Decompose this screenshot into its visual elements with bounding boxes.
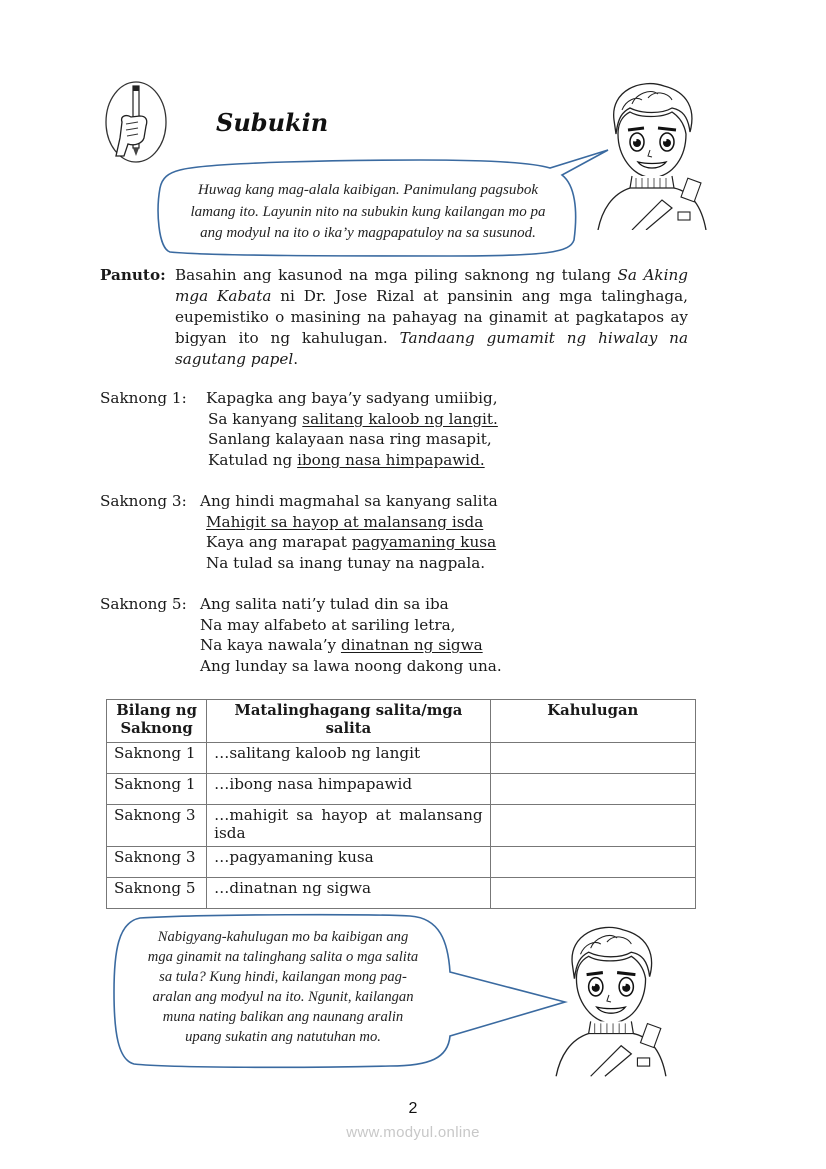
- cell-meaning-answer[interactable]: [490, 878, 695, 909]
- table-row: [107, 805, 696, 847]
- stanza-line: [206, 409, 498, 430]
- speech-bubble-top-text: [178, 180, 558, 245]
- line-text: Ang salita nati’y tulad din sa iba: [200, 595, 449, 613]
- section-title: Subukin: [216, 108, 329, 137]
- stanza-line: [200, 615, 502, 636]
- cell-stanza: Saknong 3: [107, 847, 207, 878]
- figurative-phrase: Mahigit sa hayop at malansang isda: [206, 512, 484, 531]
- bubble-line: aralan ang modyul na ito. Ngunit, kailangan: [152, 989, 414, 1005]
- stanza-line: [200, 635, 502, 656]
- stanza-line: [200, 656, 502, 677]
- cell-phrase: …ibong nasa himpapawid: [207, 774, 490, 805]
- bubble-line: Huwag kang mag-alala kaibigan. Panimulang pagsubok: [198, 182, 538, 198]
- bubble-line: Nabigyang-kahulugan mo ba kaibigan ang: [157, 929, 409, 945]
- line-text: Kaya ang marapat: [206, 533, 352, 551]
- stanza-line: [206, 388, 498, 409]
- line-text: Na tulad sa inang tunay na nagpala.: [206, 553, 486, 572]
- line-text: Na may alfabeto at sariling letra,: [200, 615, 456, 634]
- cell-stanza: Saknong 5: [107, 878, 207, 909]
- line-text: Sanlang kalayaan nasa ring masapit,: [208, 430, 492, 448]
- boy-character-illustration-icon: [592, 80, 712, 230]
- page-number: 2: [408, 1100, 418, 1117]
- cell-phrase: …pagyamaning kusa: [207, 847, 490, 878]
- instructions-text-part: Basahin ang kasunod na mga piling saknong ng tulang: [175, 266, 618, 284]
- bubble-line: muna nating balikan ang naunang aralin: [162, 1009, 404, 1025]
- stanza-line: [200, 491, 498, 512]
- line-text: Ang lunday sa lawa noong dakong una.: [200, 656, 502, 675]
- figurative-phrase: pagyamaning kusa: [351, 533, 497, 551]
- table-row: [107, 847, 696, 878]
- cell-stanza: Saknong 1: [107, 743, 207, 774]
- stanza-lines: [200, 594, 502, 676]
- table-row: [107, 743, 696, 774]
- instructions-text-part: ni Dr. Jose Rizal at pansinin ang mga talinghaga, eupemistiko o masining na pahayag na ginamit at pagkatapos ay bigyan ito ng kahulugan.: [175, 287, 688, 347]
- table-row: [107, 774, 696, 805]
- bubble-line: lamang ito. Layunin nito na subukin kung kailangan mo pa: [190, 203, 546, 220]
- stanza-lines: [206, 388, 498, 470]
- instructions-text: [175, 265, 688, 370]
- bubble-line: ang modyul na ito o ika’y magpapatuloy na sa susunod.: [200, 225, 536, 241]
- bubble-line: mga ginamit na talinghang salita o mga salita: [147, 949, 419, 965]
- stanza-line: [200, 532, 498, 553]
- instructions-text-part: .: [293, 350, 299, 368]
- cell-phrase: …salitang kaloob ng langit: [207, 743, 490, 774]
- cell-meaning-answer[interactable]: [490, 774, 695, 805]
- stanza-line: [200, 594, 502, 615]
- stanza-line: [200, 512, 498, 533]
- line-text: Kapagka ang baya’y sadyang umiibig,: [206, 389, 498, 407]
- table-row: [107, 878, 696, 909]
- bubble-line: upang sukatin ang natutuhan mo.: [185, 1029, 381, 1045]
- instructions-note: Tandaang gumamit ng hiwalay na sagutang papel: [175, 329, 689, 368]
- figurative-phrase: salitang kaloob ng langit.: [302, 409, 498, 428]
- header-stanza-number: Bilang ng Saknong: [107, 700, 207, 743]
- answer-table: [106, 699, 696, 909]
- header-meaning: Kahulugan: [490, 700, 695, 743]
- boy-character-illustration-icon: [550, 922, 672, 1078]
- cell-stanza: Saknong 3: [107, 805, 207, 847]
- bubble-line: sa tula? Kung hindi, kailangan mong pag-: [159, 969, 407, 985]
- stanza-line: [200, 553, 498, 574]
- table-header-row: [107, 700, 696, 743]
- cell-meaning-answer[interactable]: [490, 743, 695, 774]
- instructions-label: Panuto:: [100, 266, 166, 284]
- cell-stanza: Saknong 1: [107, 774, 207, 805]
- figurative-phrase: ibong nasa himpapawid.: [297, 450, 485, 469]
- stanza-line: [206, 450, 498, 471]
- stanza-lines: [200, 491, 498, 573]
- watermark: www.modyul.online: [346, 1124, 480, 1141]
- speech-bubble-bottom-text: [124, 927, 442, 1047]
- header-figurative-phrase: Matalinghagang salita/mga salita: [207, 700, 490, 743]
- cell-meaning-answer[interactable]: [490, 847, 695, 878]
- line-text: Na kaya nawala’y: [200, 636, 341, 654]
- line-text: Sa kanyang: [208, 409, 303, 428]
- poem-title: Sa Aking mga Kabata: [175, 266, 688, 305]
- line-text: Ang hindi magmahal sa kanyang salita: [200, 492, 498, 510]
- stanza-label: Saknong 3:: [100, 492, 187, 510]
- line-text: Katulad ng: [208, 450, 298, 469]
- cell-phrase: …dinatnan ng sigwa: [207, 878, 490, 909]
- cell-meaning-answer[interactable]: [490, 805, 695, 847]
- stanza-line: [206, 429, 498, 450]
- cell-phrase: …mahigit sa hayop at malansang isda: [207, 805, 490, 847]
- stanza-label: Saknong 5:: [100, 595, 187, 613]
- figurative-phrase: dinatnan ng sigwa: [340, 636, 483, 654]
- stanza-label: Saknong 1:: [100, 389, 187, 407]
